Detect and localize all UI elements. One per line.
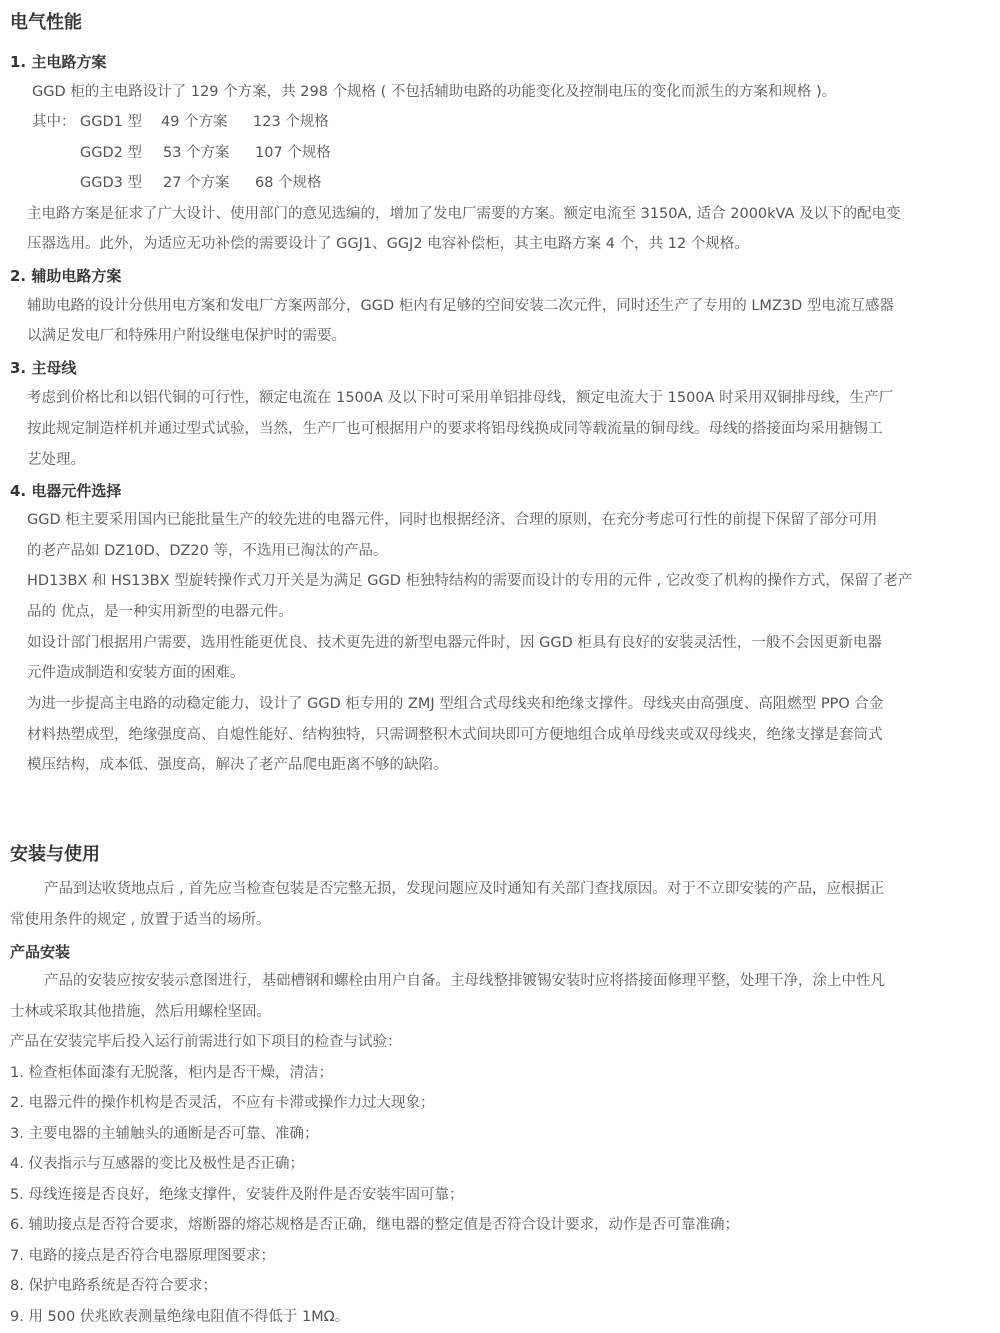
paragraph-line: 模压结构，成本低、强度高，解决了老产品爬电距离不够的缺陷。	[27, 757, 448, 773]
paragraph-line: 以满足发电厂和特殊用户附设继电保护时的需要。	[27, 328, 346, 344]
scheme-count: 53 个方案	[163, 145, 230, 161]
paragraph-line: 艺处理。	[27, 452, 85, 468]
spec-count: 123 个规格	[253, 114, 329, 130]
paragraph-line: 产品的安装应按安装示意图进行，基础槽钢和螺栓由用户自备。主母线整排镀锡安装时应将搭接面修理平整，处理干净，涂上中性凡	[44, 973, 885, 989]
heading-aux-circuit: 2. 辅助电路方案	[10, 267, 122, 285]
paragraph-line: 按此规定制造样机并通过型式试验，当然，生产厂也可根据用户的要求将铝母线换成同等载流量的铜母线。母线的搭接面均采用搪锡工	[27, 421, 883, 437]
list-item: 7. 电路的接点是否符合电器原理图要求；	[10, 1248, 275, 1264]
list-item: 8. 保护电路系统是否符合要求；	[10, 1278, 217, 1294]
paragraph-line: GGD 柜的主电路设计了 129 个方案，共 298 个规格 ( 不包括辅助电路的功能变化及控制电压的变化而派生的方案和规格 )。	[32, 84, 837, 100]
list-item: 3. 主要电器的主辅触头的通断是否可靠、准确；	[10, 1126, 319, 1142]
scheme-prefix: 其中：	[32, 114, 76, 130]
scheme-count: 27 个方案	[163, 175, 230, 191]
paragraph-line: HD13BX 和 HS13BX 型旋转操作式刀开关是为满足 GGD 柜独特结构的需要而设计的专用的元件 , 它改变了机构的操作方式，保留了老产	[27, 573, 913, 589]
spec-count: 68 个规格	[255, 175, 322, 191]
scheme-model: GGD2 型	[80, 145, 142, 161]
paragraph-line: 压器选用。此外，为适应无功补偿的需要设计了 GGJ1、GGJ2 电容补偿柜，其主电路方案 4 个，共 12 个规格。	[27, 236, 749, 252]
paragraph-line: 为进一步提高主电路的动稳定能力，设计了 GGD 柜专用的 ZMJ 型组合式母线夹和绝缘支撑件。母线夹由高强度、高阻燃型 PPO 合金	[27, 696, 884, 712]
list-item: 9. 用 500 伏兆欧表测量绝缘电阻值不得低于 1MΩ。	[10, 1309, 350, 1325]
paragraph-line: 辅助电路的设计分供用电方案和发电厂方案两部分，GGD 柜内有足够的空间安装二次元件，同时还生产了专用的 LMZ3D 型电流互感器	[27, 298, 894, 314]
checks-intro: 产品在安装完毕后投入运行前需进行如下项目的检查与试验：	[10, 1034, 402, 1050]
heading-components: 4. 电器元件选择	[10, 482, 122, 500]
paragraph-line: 元件造成制造和安装方面的困难。	[27, 665, 245, 681]
paragraph-line: GGD 柜主要采用国内已能批量生产的较先进的电器元件，同时也根据经济、合理的原则，在充分考虑可行性的前提下保留了部分可用	[27, 512, 878, 528]
paragraph-line: 主电路方案是征求了广大设计、使用部门的意见选编的，增加了发电厂需要的方案。额定电流至 3150A, 适合 2000kVA 及以下的配电变	[27, 206, 901, 222]
paragraph-line: 产品到达收货地点后 , 首先应当检查包装是否完整无损，发现问题应及时通知有关部门查找原因。对于不立即安装的产品，应根据正	[44, 881, 885, 897]
scheme-count: 49 个方案	[161, 114, 228, 130]
heading-product-install: 产品安装	[10, 943, 71, 961]
paragraph-line: 常使用条件的规定 , 放置于适当的场所。	[10, 912, 271, 928]
heading-main-circuit: 1. 主电路方案	[10, 53, 107, 71]
heading-busbar: 3. 主母线	[10, 359, 77, 377]
list-item: 5. 母线连接是否良好，绝缘支撑件，安装件及附件是否安装牢固可靠；	[10, 1187, 464, 1203]
spec-count: 107 个规格	[255, 145, 331, 161]
section-title-electrical-performance: 电气性能	[10, 12, 82, 33]
paragraph-line: 考虑到价格比和以铝代铜的可行性，额定电流在 1500A 及以下时可采用单铝排母线，额定电流大于 1500A 时采用双铜排母线，生产厂	[27, 390, 894, 406]
list-item: 4. 仪表指示与互感器的变比及极性是否正确；	[10, 1156, 304, 1172]
list-item: 2. 电器元件的操作机构是否灵活，不应有卡滞或操作力过大现象；	[10, 1095, 435, 1111]
paragraph-line: 如设计部门根据用户需要，选用性能更优良、技术更先进的新型电器元件时，因 GGD 柜具有良好的安装灵活性，一般不会因更新电器	[27, 635, 882, 651]
paragraph-line: 士林或采取其他措施，然后用螺栓坚固。	[10, 1004, 271, 1020]
list-item: 1. 检查柜体面漆有无脱落，柜内是否干燥，清洁；	[10, 1065, 333, 1081]
section-title-installation: 安装与使用	[10, 844, 100, 865]
paragraph-line: 品的 优点，是一种实用新型的电器元件。	[27, 604, 293, 620]
scheme-model: GGD1 型	[80, 114, 142, 130]
paragraph-line: 材料热塑成型，绝缘强度高、自熄性能好、结构独特，只需调整积木式间块即可方便地组合成单母线夹或双母线夹，绝缘支撑是套筒式	[27, 727, 883, 743]
scheme-model: GGD3 型	[80, 175, 142, 191]
paragraph-line: 的老产品如 DZ10D、DZ20 等，不选用已淘汰的产品。	[27, 543, 388, 559]
list-item: 6. 辅助接点是否符合要求，熔断器的熔芯规格是否正确，继电器的整定值是否符合设计要求，动作是否可靠准确；	[10, 1217, 739, 1233]
